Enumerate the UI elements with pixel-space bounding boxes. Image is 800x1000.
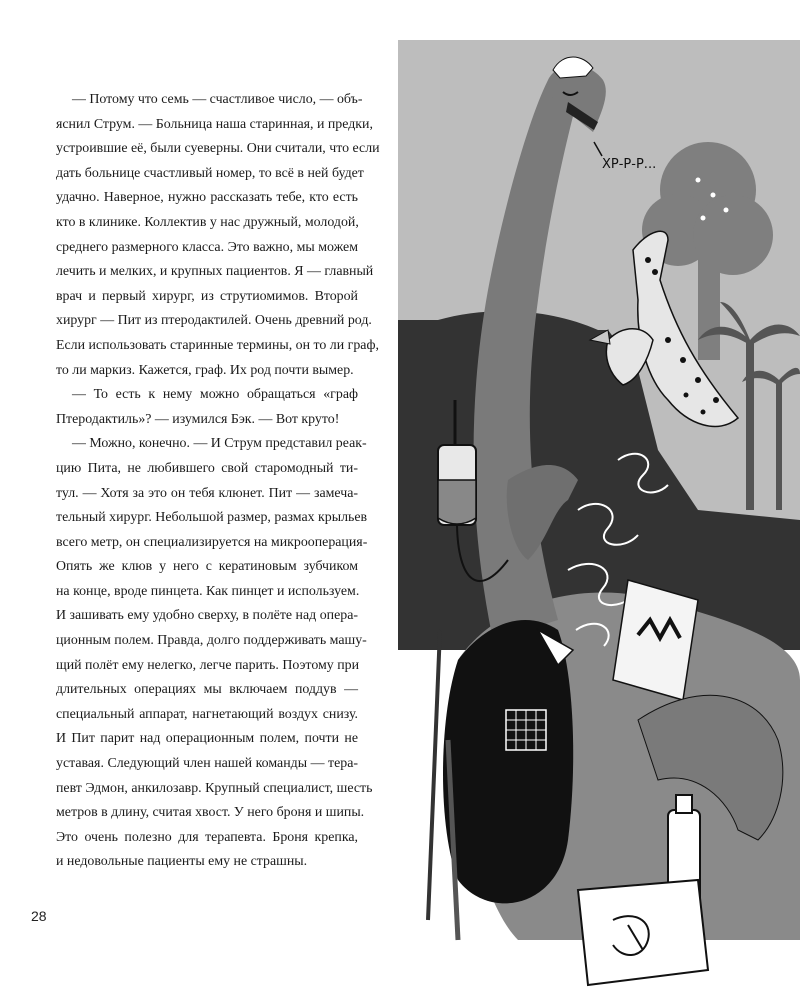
text-line: И зашивать ему удобно сверху, в полёте над опера- (56, 608, 358, 624)
text-line: — То есть к нему можно обращаться «граф (72, 387, 358, 403)
text-line: метров в длину, считая хвост. У него броня и шипы. (56, 805, 365, 821)
text-line: тельный хирург. Небольшой размер, размах крыльев (56, 510, 368, 526)
text-line: — Потому что семь — счастливое число, — объ- (72, 92, 363, 107)
text-line: яснил Струм. — Больница наша старинная, и предки, (56, 116, 373, 132)
text-line: врач и первый хирург, из струтиомимов. Второй (56, 288, 358, 304)
text-line: устроившие её, были суеверны. Они считали, что если (56, 141, 380, 157)
text-line: И Пит парит над операционным полем, почти не (56, 731, 358, 747)
snore-text: ХР-Р-Р... (602, 157, 657, 172)
body-text (56, 88, 380, 875)
text-line: цию Пита, не любившего свой старомодный ти- (56, 460, 358, 476)
text-line: кто в клинике. Коллектив у нас дружный, молодой, (56, 214, 359, 230)
text-line: хирург — Пит из птеродактилей. Очень древний род. (56, 313, 372, 329)
text-line: среднего размерного класса. Это важно, мы можем (56, 239, 358, 255)
text-line: Это очень полезно для терапевта. Броня крепка, (56, 829, 358, 845)
text-line: Если использовать старинные термины, он то ли граф, (56, 337, 379, 353)
text-line: дать больнице счастливый номер, то всё в ней будет (56, 165, 364, 181)
text-line: удачно. Наверное, нужно рассказать тебе, кто есть (56, 190, 358, 206)
text-line: специальный аппарат, нагнетающий воздух снизу. (56, 706, 358, 722)
text-line: на конце, вроде пинцета. Как пинцет и используем. (56, 583, 360, 599)
illustration (398, 40, 800, 990)
text-line: лечить и мелких, и крупных пациентов. Я — главный (56, 264, 374, 280)
text-line: и недовольные пациенты ему не страшны. (56, 854, 308, 870)
page-number: 28 (31, 908, 47, 924)
text-line: ционным полем. Правда, долго поддерживать машу- (56, 633, 367, 649)
text-line: Птеродактиль»? — изумился Бэк. — Вот круто! (56, 411, 340, 427)
text-line: певт Эдмон, анкилозавр. Крупный специалист, шесть (56, 780, 373, 796)
text-line: тул. — Хотя за это он тебя клюнет. Пит — замеча- (56, 485, 358, 501)
blanket-patch (613, 580, 698, 700)
text-line: — Можно, конечно. — И Струм представил реак- (72, 436, 367, 452)
text-line: всего метр, он специализируется на микрооперация- (56, 534, 368, 550)
text-line: Опять же клюв у него с кератиновым зубчиком (56, 559, 358, 575)
dinosaur-hospital-illustration (398, 40, 800, 990)
text-line: длительных операциях мы включаем поддув — (56, 682, 358, 698)
text-line: щий полёт ему нелегко, легче парить. Поэтому при (56, 657, 360, 673)
text-line: уставая. Следующий член нашей команды — тера- (56, 756, 358, 772)
text-line: то ли маркиз. Кажется, граф. Их род почти вымер. (56, 362, 354, 378)
